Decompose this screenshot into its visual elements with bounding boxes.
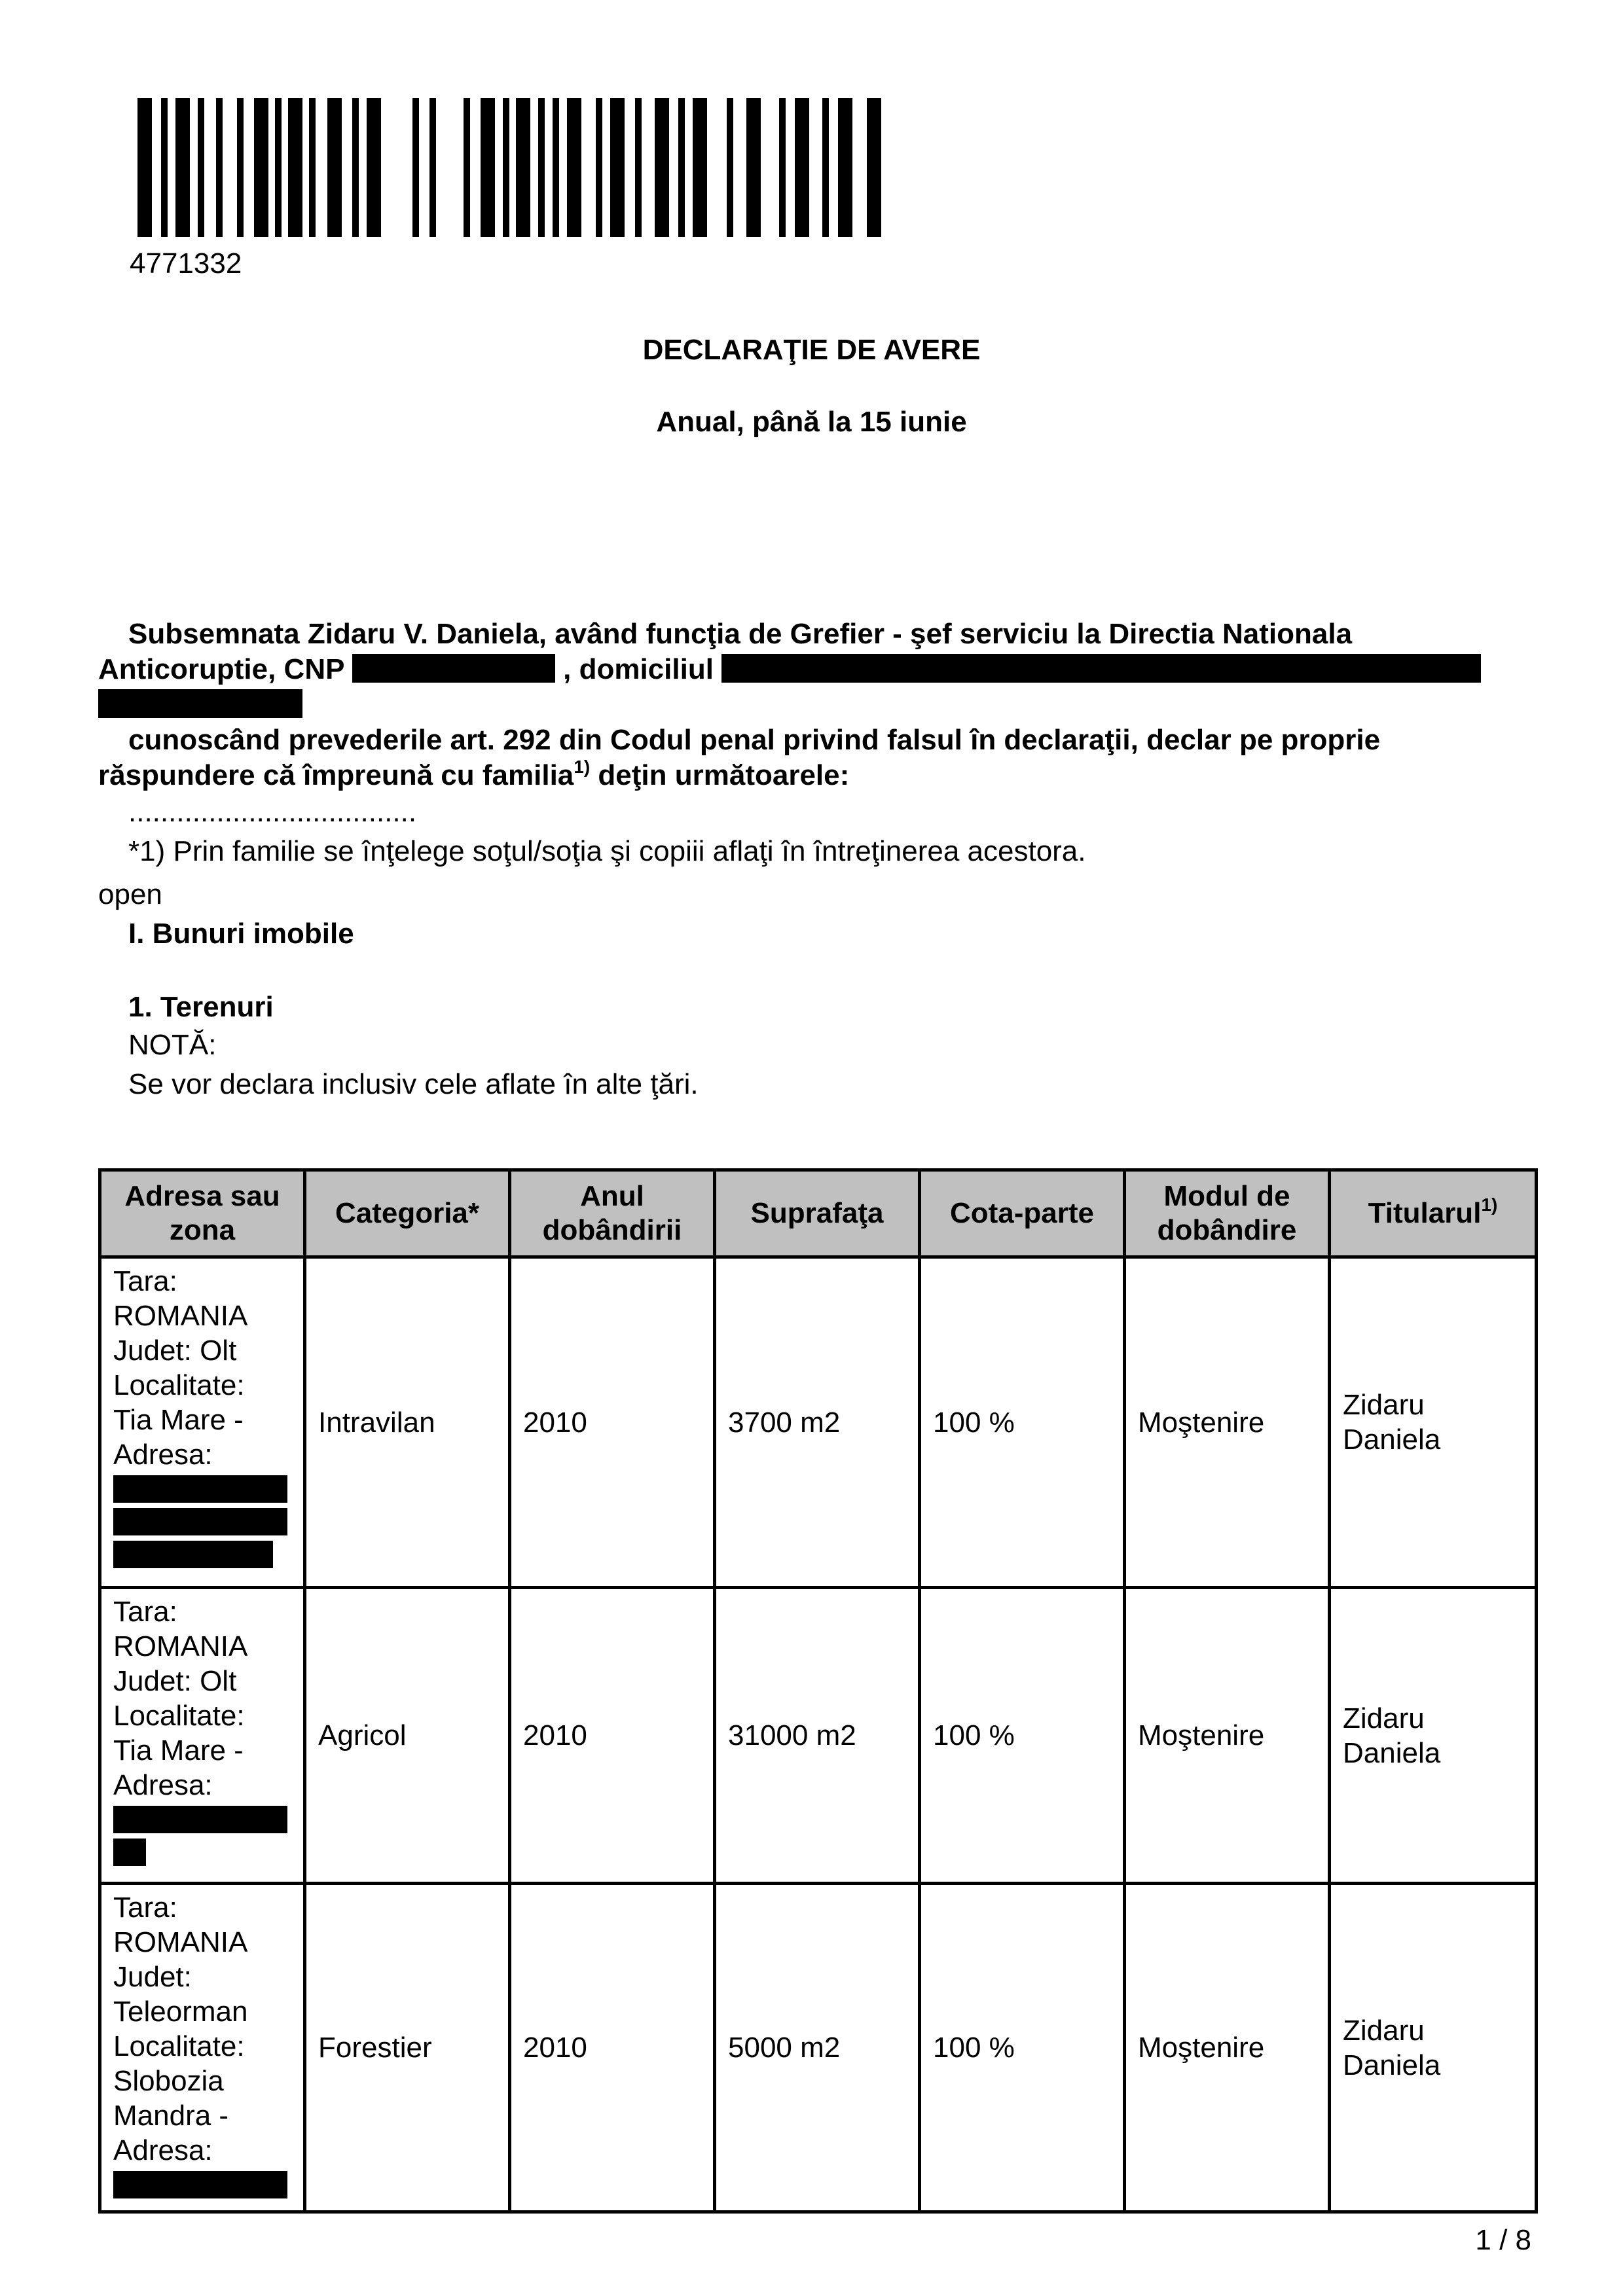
cell-area: 3700 m2 <box>715 1257 920 1588</box>
cell-year: 2010 <box>510 1588 715 1884</box>
document-subtitle: Anual, până la 15 iunie <box>656 406 967 438</box>
family-footnote: *1) Prin familie se înţelege soţul/soţia şi copiii aflaţi în întreţinerea acestora. <box>128 835 1086 867</box>
dotted-line: .................................... <box>128 796 417 828</box>
cell-address: Tara: ROMANIA Judet: Olt Localitate: Tia Mare - Adresa: <box>100 1588 305 1884</box>
cell-year: 2010 <box>510 1884 715 2212</box>
header-owner: Titularul$^{1)}$ <box>1330 1170 1537 1257</box>
redacted-address <box>721 654 1481 683</box>
land-table <box>98 1168 1538 2214</box>
cell-area: 5000 m2 <box>715 1884 920 2212</box>
table-row <box>100 1884 1537 2212</box>
cell-share: 100 % <box>920 1884 1125 2212</box>
header-address: Adresa sau zona <box>100 1170 305 1257</box>
table-header-row <box>100 1170 1537 1257</box>
declaration-paragraph <box>98 723 1525 793</box>
cell-year: 2010 <box>510 1257 715 1588</box>
subsection-title: 1. Terenuri <box>128 991 274 1023</box>
header-area: Suprafaţa <box>715 1170 920 1257</box>
open-label: open <box>98 878 162 910</box>
cell-mode: Moştenire <box>1125 1257 1330 1588</box>
barcode <box>137 98 884 237</box>
declarant-paragraph <box>98 617 1525 723</box>
barcode-number: 4771332 <box>130 247 242 279</box>
redacted-address-continued <box>98 689 302 718</box>
cell-category: Agricol <box>305 1588 510 1884</box>
cell-category: Intravilan <box>305 1257 510 1588</box>
header-category: Categoria* <box>305 1170 510 1257</box>
redacted-address-line <box>113 1839 146 1866</box>
section-title: I. Bunuri imobile <box>128 918 354 950</box>
header-year: Anul dobândirii <box>510 1170 715 1257</box>
redacted-address-line <box>113 1508 287 1535</box>
intro-line-2a: Anticoruptie, CNP <box>98 653 344 685</box>
cell-owner: Zidaru Daniela <box>1330 1884 1537 2212</box>
intro-line-3a: cunoscând prevederile art. 292 din Codul penal privind falsul în declaraţii, declar pe proprie <box>128 724 1381 756</box>
page-number: 1 / 8 <box>1475 2224 1531 2256</box>
redacted-address-line <box>113 1541 273 1568</box>
cell-address: Tara: ROMANIA Judet: Teleorman Localitate: Slobozia Mandra - Adresa: <box>100 1884 305 2212</box>
header-share: Cota-parte <box>920 1170 1125 1257</box>
redacted-address-line <box>113 1475 287 1503</box>
redacted-cnp <box>352 654 555 683</box>
cell-share: 100 % <box>920 1588 1125 1884</box>
nota-text: Se vor declara inclusiv cele aflate în alte ţări. <box>128 1068 699 1100</box>
cell-address: Tara: ROMANIA Judet: Olt Localitate: Tia Mare - Adresa: <box>100 1257 305 1588</box>
intro-line-1: Subsemnata Zidaru V. Daniela, având funcţia de Grefier - şef serviciu la Directia Nationala <box>128 618 1353 650</box>
table-row <box>100 1257 1537 1588</box>
intro-line-3c: deţin următoarele: <box>590 759 850 791</box>
nota-label: NOTĂ: <box>128 1029 217 1061</box>
cell-mode: Moştenire <box>1125 1588 1330 1884</box>
intro-line-2b: , domiciliul <box>563 653 714 685</box>
footnote-marker: 1) <box>574 757 591 777</box>
cell-owner: Zidaru Daniela <box>1330 1257 1537 1588</box>
redacted-address-line <box>113 1806 287 1833</box>
cell-share: 100 % <box>920 1257 1125 1588</box>
redacted-address-line <box>113 2171 287 2198</box>
cell-category: Forestier <box>305 1884 510 2212</box>
document-title: DECLARAŢIE DE AVERE <box>642 334 981 366</box>
table-row <box>100 1588 1537 1884</box>
cell-area: 31000 m2 <box>715 1588 920 1884</box>
intro-line-3b: răspundere că împreună cu familia <box>98 759 574 791</box>
cell-owner: Zidaru Daniela <box>1330 1588 1537 1884</box>
cell-mode: Moştenire <box>1125 1884 1330 2212</box>
header-mode: Modul de dobândire <box>1125 1170 1330 1257</box>
